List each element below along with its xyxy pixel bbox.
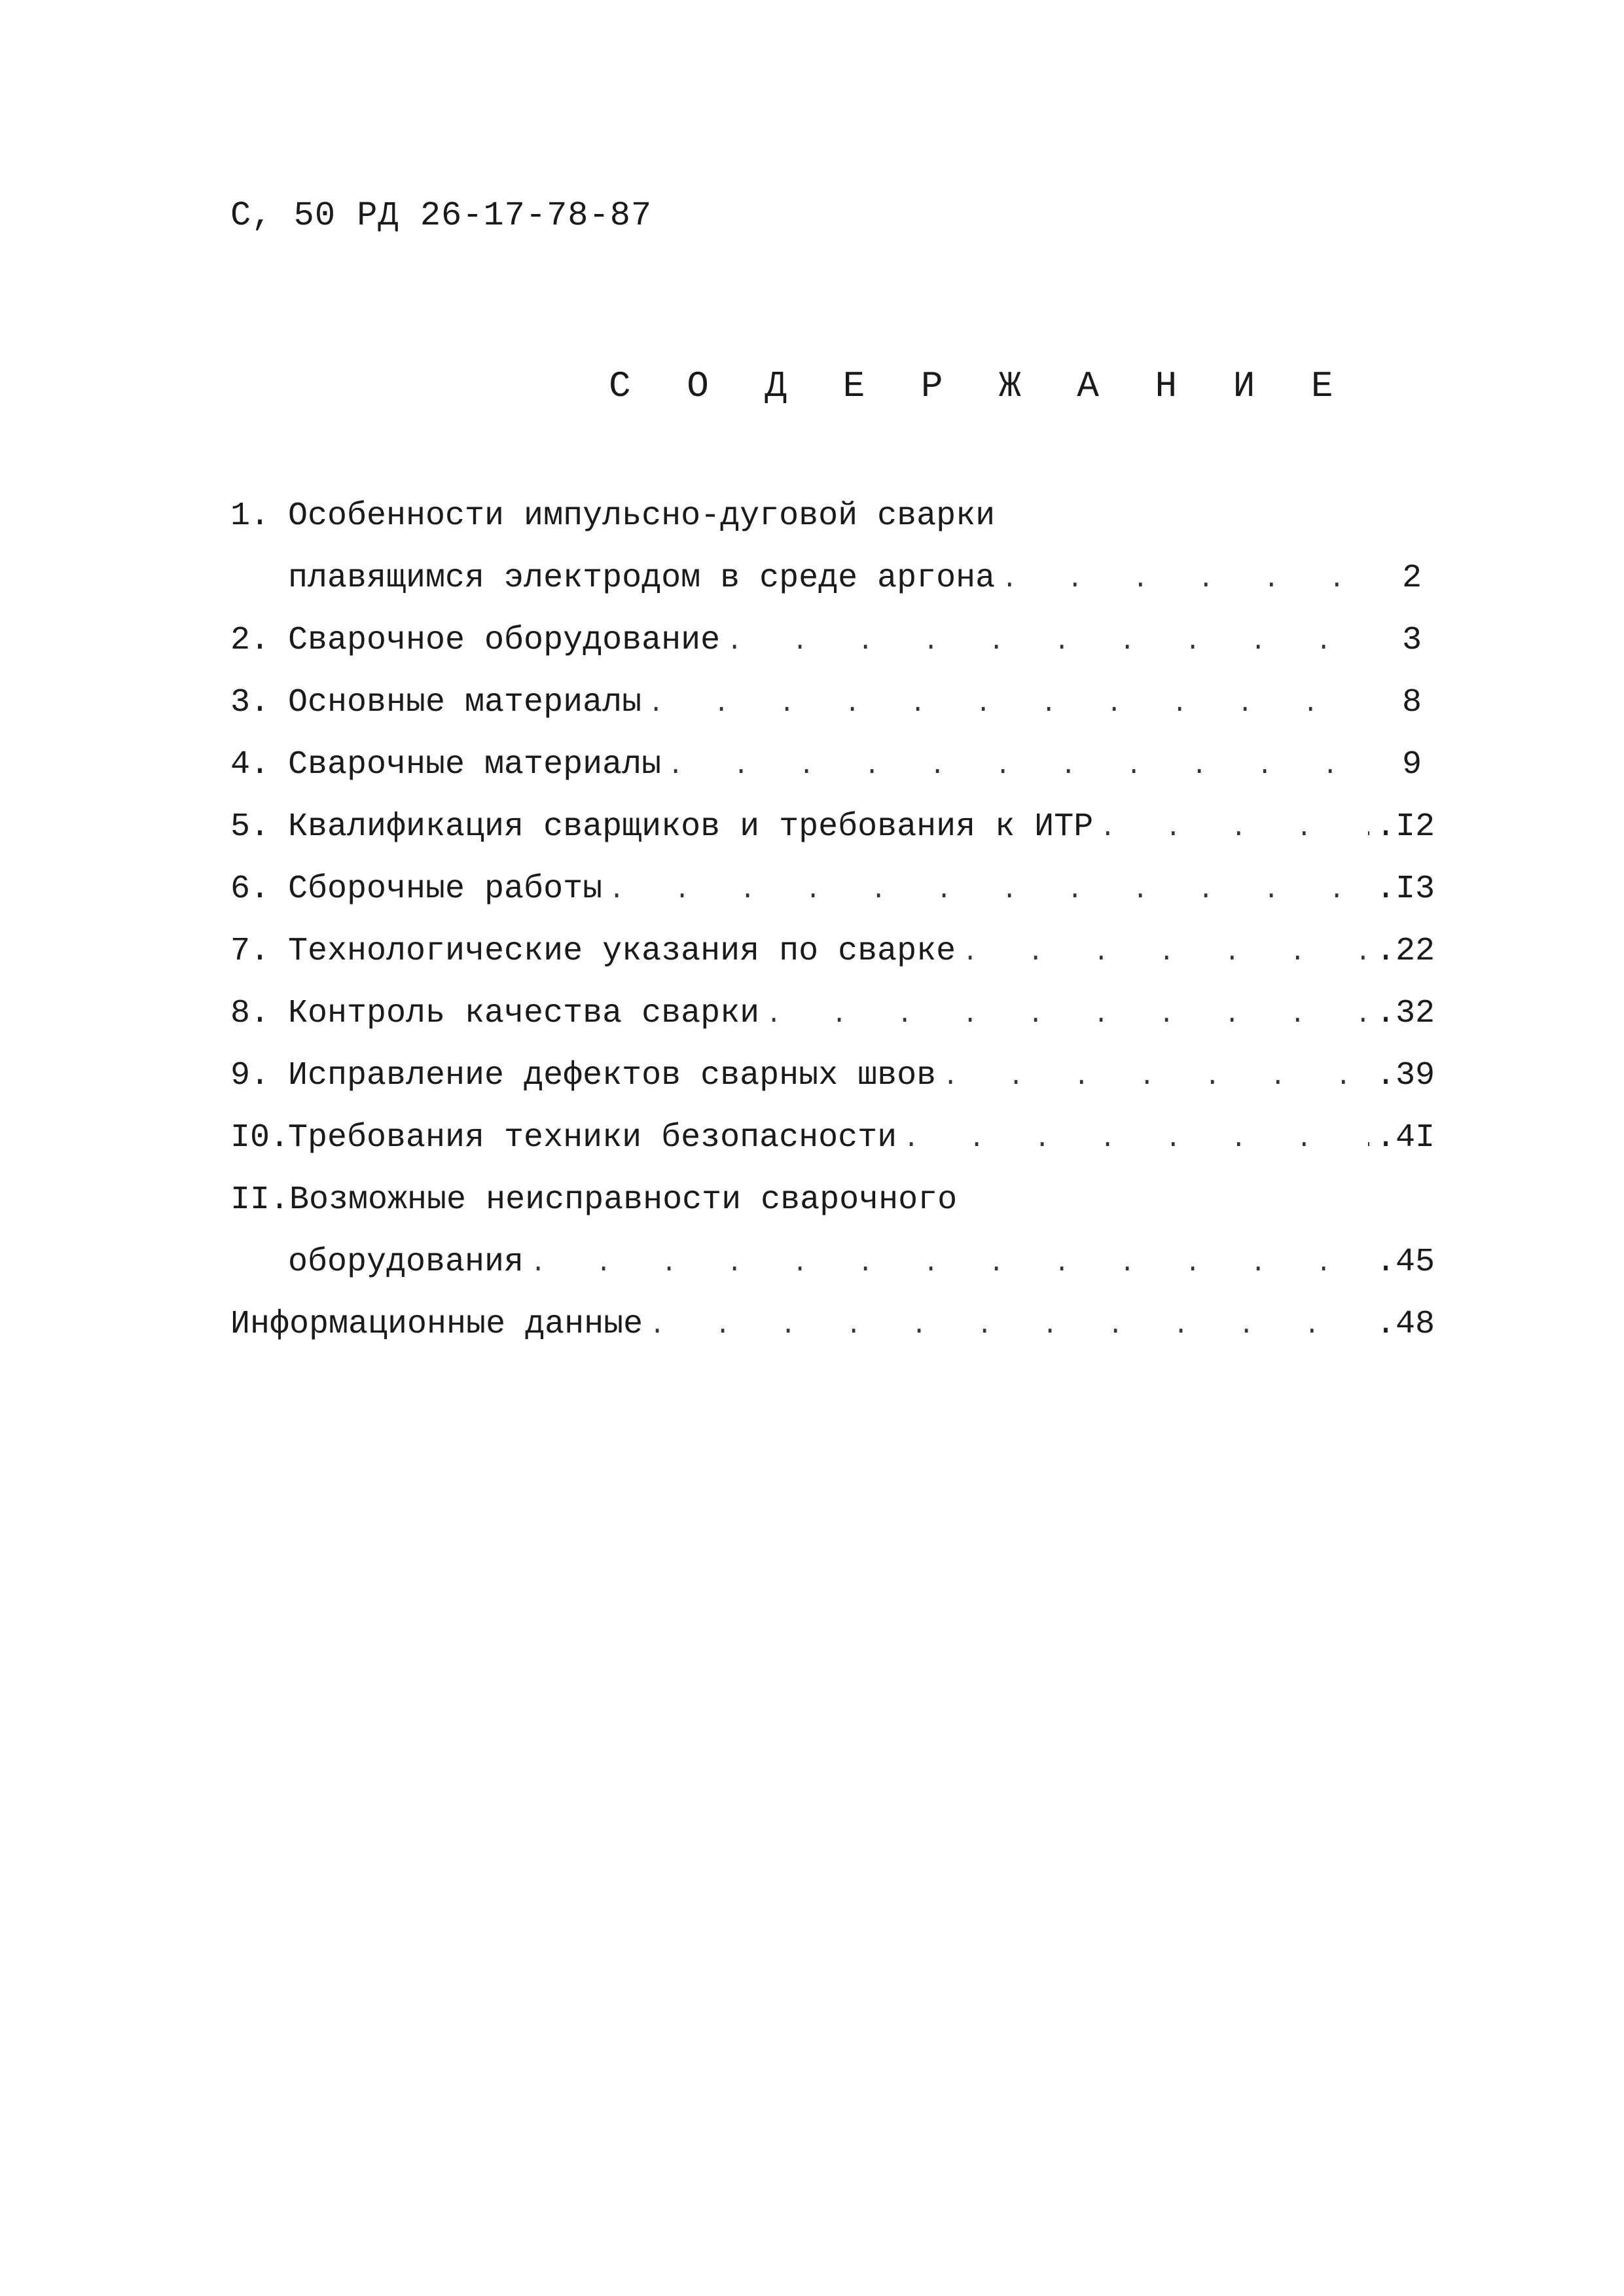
toc-entry-page: .I2 <box>1376 808 1435 846</box>
toc-entry-number: I0. <box>230 1119 290 1157</box>
toc-entry-page: .45 <box>1376 1244 1435 1281</box>
toc-title: С О Д Е Р Ж А Н И Е <box>609 365 1350 407</box>
toc-entry-1 <box>230 497 1422 543</box>
dot-leader <box>903 1125 1369 1155</box>
dot-leader <box>668 752 1369 781</box>
toc-entry-11 <box>230 1181 1422 1227</box>
toc-entry-3 <box>230 684 1422 730</box>
toc-entry-number: 3. <box>230 684 270 721</box>
toc-entry-6 <box>230 870 1435 916</box>
toc-entry-page: .22 <box>1376 933 1435 970</box>
toc-entry-title: Сварочные материалы <box>288 746 662 783</box>
toc-entry-page: 9 <box>1401 746 1422 783</box>
toc-entry-title: Технологические указания по сварке <box>288 933 956 970</box>
toc-entry-title: Требования техники безопасности <box>288 1119 897 1157</box>
toc-entry-page: .I3 <box>1376 870 1435 908</box>
toc-entry-1-continued <box>230 560 1422 605</box>
dot-leader <box>1100 814 1369 844</box>
toc-entry-number: 2. <box>230 622 270 659</box>
toc-entry-info <box>230 1306 1435 1352</box>
dot-leader <box>649 1312 1369 1341</box>
toc-entry-4 <box>230 746 1422 792</box>
toc-entry-title: Сварочное оборудование <box>288 622 721 659</box>
toc-entry-number: 7. <box>230 933 270 970</box>
toc-entry-8 <box>230 995 1435 1041</box>
toc-entry-title: Особенности импульсно-дуговой сварки <box>288 497 996 535</box>
toc-entry-title: Основные материалы <box>288 684 642 721</box>
toc-entry-title: оборудования <box>288 1244 524 1281</box>
toc-entry-5 <box>230 808 1435 854</box>
toc-entry-number: 8. <box>230 995 270 1032</box>
toc-entry-page: .39 <box>1376 1057 1435 1094</box>
dot-leader <box>962 939 1369 968</box>
toc-entry-number: 6. <box>230 870 270 908</box>
toc-entry-title: Возможные неисправности сварочного <box>289 1181 958 1219</box>
toc-entry-page: 8 <box>1401 684 1422 721</box>
toc-entry-page: 3 <box>1401 622 1422 659</box>
dot-leader <box>1001 565 1369 595</box>
toc-entry-2 <box>230 622 1422 668</box>
toc-entry-title: Исправление дефектов сварных швов <box>288 1057 937 1094</box>
toc-entry-number: 4. <box>230 746 270 783</box>
page-header: С, 50 РД 26-17-78-87 <box>230 196 653 235</box>
toc-entry-10 <box>230 1119 1435 1165</box>
toc-entry-7 <box>230 933 1435 978</box>
toc-entry-page: 2 <box>1401 560 1422 597</box>
dot-leader <box>943 1063 1369 1092</box>
dot-leader <box>609 876 1369 906</box>
dot-leader <box>648 690 1369 719</box>
toc-entry-page: .4I <box>1376 1119 1435 1157</box>
toc-entry-title: плавящимся электродом в среде аргона <box>288 560 996 597</box>
toc-entry-title: Контроль качества сварки <box>288 995 760 1032</box>
toc-entry-title: Информационные данные <box>230 1306 643 1343</box>
toc-entry-number: 1. <box>230 497 270 535</box>
dot-leader <box>766 1001 1369 1030</box>
toc-entry-title: Сборочные работы <box>288 870 603 908</box>
toc-entry-page: .32 <box>1376 995 1435 1032</box>
dot-leader <box>530 1249 1369 1279</box>
toc-entry-page: .48 <box>1376 1306 1435 1343</box>
toc-entry-9 <box>230 1057 1435 1103</box>
toc-entry-11-continued <box>230 1244 1435 1289</box>
toc-entry-title: Квалификация сварщиков и требования к ИТР <box>288 808 1094 846</box>
toc-entry-number: 5. <box>230 808 270 846</box>
toc-entry-number: 9. <box>230 1057 270 1094</box>
toc-entry-number: II. <box>230 1181 290 1219</box>
dot-leader <box>727 628 1369 657</box>
